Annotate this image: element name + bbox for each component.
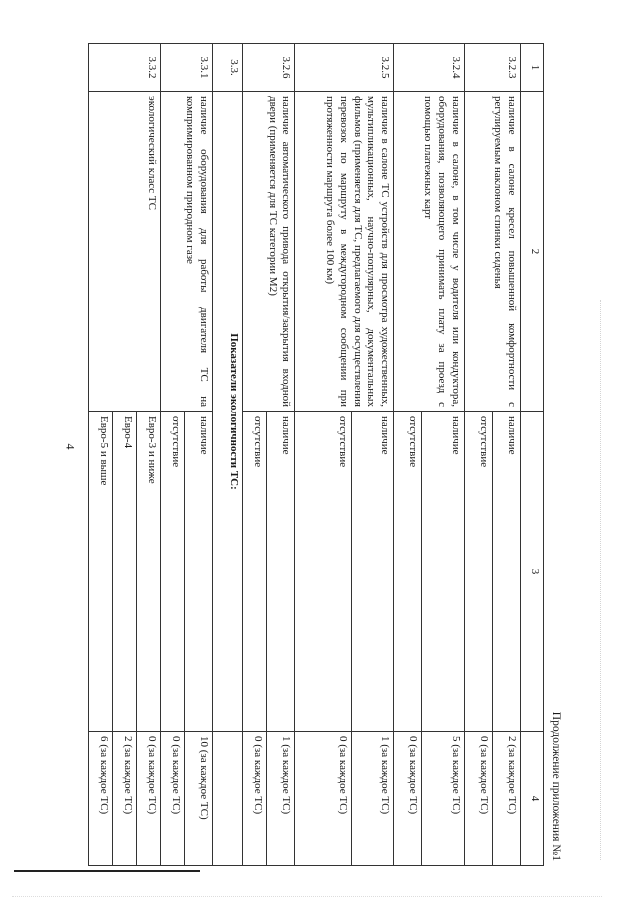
row-number: 3.2.3: [464, 44, 520, 92]
rotated-table-page: [88, 43, 568, 865]
row-value: наличие: [267, 412, 295, 732]
row-value: Евро-4: [113, 412, 137, 732]
criteria-table: [88, 43, 544, 866]
row-value: наличие: [351, 412, 393, 732]
header-col-2: 2: [521, 92, 544, 412]
table-row-3-3: [212, 44, 242, 866]
row-score: 1 (за каждое ТС): [267, 732, 295, 866]
row-number: 3.3.: [212, 44, 242, 92]
row-score: 2 (за каждое ТС): [113, 732, 137, 866]
row-score: 5 (за каждое ТС): [422, 732, 464, 866]
appendix-caption: Продолжение приложения №1: [550, 711, 562, 861]
row-number: 3.3.1: [160, 44, 212, 92]
table-row-3-2-3: [492, 44, 520, 866]
row-value: Евро-5 и выше: [89, 412, 113, 732]
row-score: 1 (за каждое ТС): [351, 732, 393, 866]
row-score: 0 (за каждое ТС): [136, 732, 160, 866]
row-value: наличие: [422, 412, 464, 732]
row-score: 0 (за каждое ТС): [295, 732, 351, 866]
row-score: 10 (за каждое ТС): [184, 732, 212, 866]
row-score: 0 (за каждое ТС): [243, 732, 267, 866]
row-score: 0 (за каждое ТС): [160, 732, 184, 866]
table-row-3-3-1: [184, 44, 212, 866]
row-score: 6 (за каждое ТС): [89, 732, 113, 866]
section-title: Показатели экологичности ТС:: [212, 92, 242, 732]
footer-rule: [14, 870, 200, 872]
row-value: отсутствие: [243, 412, 267, 732]
row-score: 0 (за каждое ТС): [394, 732, 422, 866]
header-col-4: 4: [521, 732, 544, 866]
row-number: 3.2.6: [243, 44, 295, 92]
row-value: отсутствие: [295, 412, 351, 732]
row-score: 0 (за каждое ТС): [464, 732, 492, 866]
row-description: наличие в салоне кресел повышенной комфортности с регулируемым наклоном спинки сиденья: [464, 92, 520, 412]
row-description: экологический класс ТС: [89, 92, 161, 412]
empty-cell: [212, 732, 242, 866]
row-description: наличие в салоне, в том числе у водителя или кондуктора, оборудования, позволяющего принимать плату за проезд с помощью платежных карт: [394, 92, 465, 412]
row-description: наличие автоматического привода открытия/закрытия входной двери (применяется для ТС категории М2): [243, 92, 295, 412]
header-col-1: 1: [521, 44, 544, 92]
row-value: наличие: [184, 412, 212, 732]
row-value: Евро-3 и ниже: [136, 412, 160, 732]
row-number: 3.2.5: [295, 44, 394, 92]
page-number: 4: [63, 443, 78, 450]
table-header-row: [521, 44, 544, 866]
row-value: отсутствие: [464, 412, 492, 732]
row-number: 3.2.4: [394, 44, 465, 92]
table-row-3-3-2: [136, 44, 160, 866]
row-value: отсутствие: [160, 412, 184, 732]
row-value: отсутствие: [394, 412, 422, 732]
table-row-3-2-6: [267, 44, 295, 866]
table-row-3-2-4: [422, 44, 464, 866]
row-description: наличие оборудования для работы двигателя ТС на компримированном природном газе: [160, 92, 212, 412]
scan-noise: [600, 300, 621, 860]
header-col-3: 3: [521, 412, 544, 732]
row-description: наличие в салоне ТС устройств для просмотра художественных, мультипликационных, научно-популярных, документальных фильмов (применяется для ТС, предлагаемого для осуществления перевозок по маршруту в междугородном сообщении при протяженности маршрута более 100 км): [295, 92, 394, 412]
scan-noise-bottom: [12, 896, 602, 898]
table-row-3-2-5: [351, 44, 393, 866]
row-value: наличие: [492, 412, 520, 732]
row-number: 3.3.2: [89, 44, 161, 92]
row-score: 2 (за каждое ТС): [492, 732, 520, 866]
